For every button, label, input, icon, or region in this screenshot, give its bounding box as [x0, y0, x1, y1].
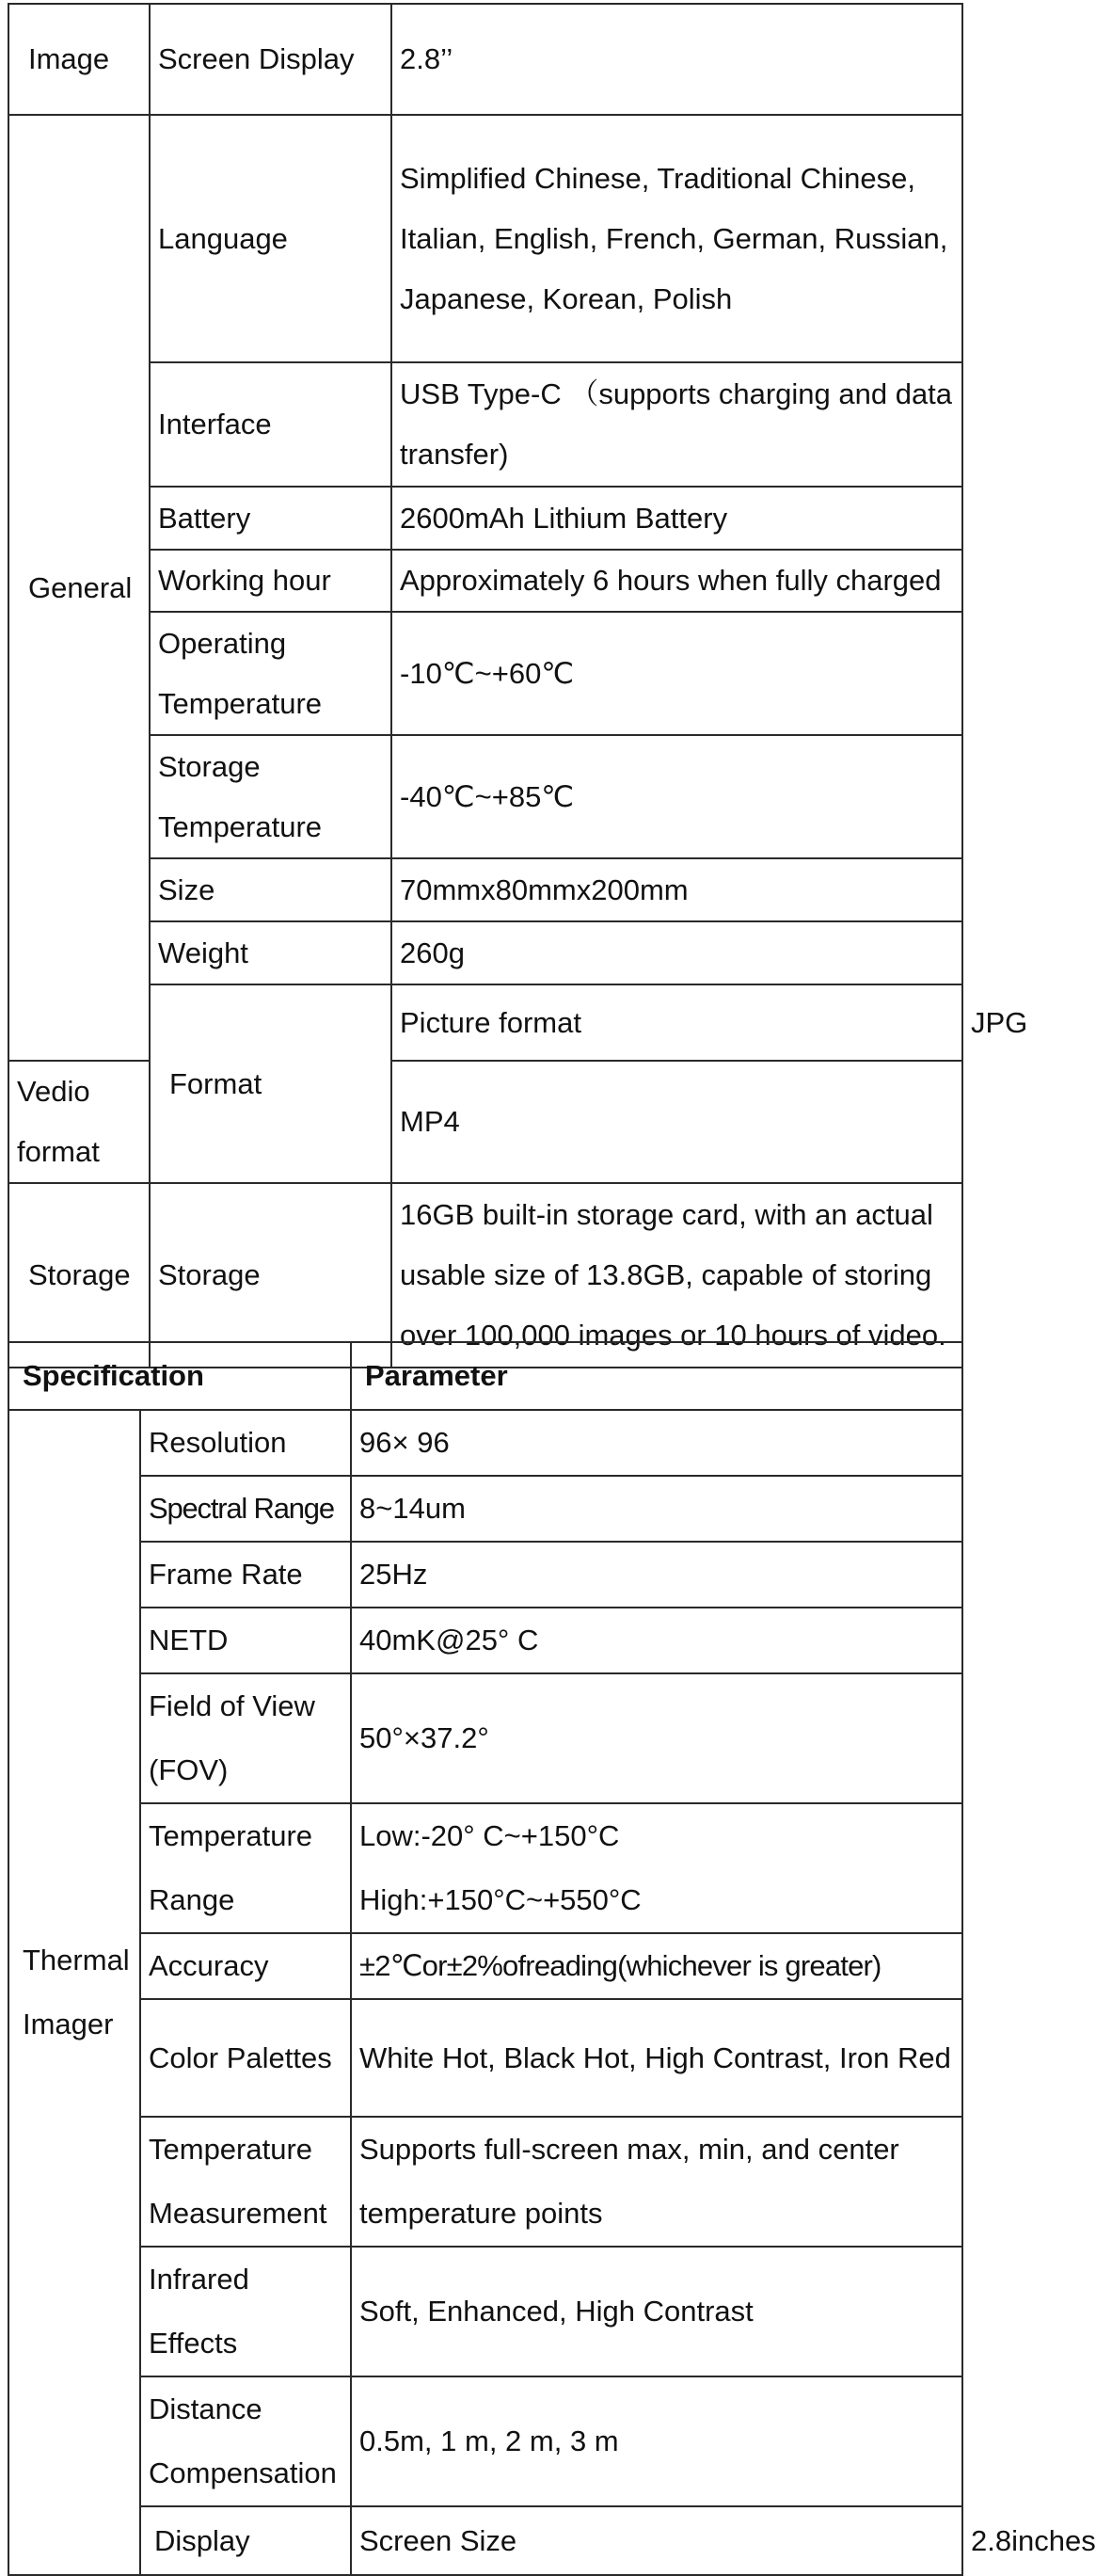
row-label-battery: Battery — [150, 487, 391, 550]
table-row — [8, 550, 962, 612]
row-value-distance-compensation: 0.5m, 1 m, 2 m, 3 m — [351, 2376, 962, 2506]
row-value-field-of-view: 50°×37.2° — [351, 1673, 962, 1803]
table-row — [8, 2117, 962, 2247]
table-row — [8, 1410, 962, 1476]
row-value-weight: 260g — [391, 921, 962, 984]
table-row — [8, 115, 962, 362]
row-value-spectral-range: 8~14um — [351, 1476, 962, 1542]
table-row: Format Picture format JPG — [8, 984, 962, 1061]
row-value-netd: 40mK@25° C — [351, 1608, 962, 1673]
thermal-label-line2: Imager — [23, 2008, 114, 2040]
group-cell-storage: Storage — [8, 1183, 150, 1368]
column-header-specification: Specification — [8, 1342, 351, 1410]
table-header-row — [8, 1342, 962, 1410]
table-row — [8, 2247, 962, 2376]
row-label-screen-size: Screen Size — [351, 2506, 962, 2575]
group-cell-general: General — [8, 115, 150, 1061]
row-label-temperature-measurement: Temperature Measurement — [140, 2117, 351, 2247]
table-row — [8, 1183, 962, 1368]
table-row — [8, 1933, 962, 1999]
row-value-language: Simplified Chinese, Traditional Chinese, Italian, English, French, German, Russian, Japanese, Korean, Polish — [391, 115, 962, 362]
row-value-video-format: MP4 — [391, 1061, 962, 1183]
spec-table-thermal — [8, 1341, 1096, 2576]
table-row — [8, 2376, 962, 2506]
table-row — [8, 858, 962, 921]
row-value-frame-rate: 25Hz — [351, 1542, 962, 1608]
row-label-interface: Interface — [150, 362, 391, 487]
row-label-infrared-effects: Infrared Effects — [140, 2247, 351, 2376]
temperature-range-low: Low:-20° C~+150°C — [359, 1819, 620, 1852]
thermal-label-line1: Thermal — [23, 1944, 130, 1976]
row-value-storage: 16GB built-in storage card, with an actual usable size of 13.8GB, capable of storing over 100,000 images or 10 hours of video. — [391, 1183, 962, 1368]
group-cell-thermal-imager — [8, 1410, 140, 2575]
table-row — [8, 4, 962, 115]
table-row — [8, 1803, 962, 1933]
row-label-language: Language — [150, 115, 391, 362]
row-value-size: 70mmx80mmx200mm — [391, 858, 962, 921]
table-row — [8, 487, 962, 550]
group-cell-format: Format — [150, 984, 391, 1183]
row-label-screen-display: Screen Display — [150, 4, 391, 115]
row-value-infrared-effects: Soft, Enhanced, High Contrast — [351, 2247, 962, 2376]
table-row — [8, 612, 962, 735]
row-label-video-format: Vedio format — [8, 1061, 150, 1183]
row-label-distance-compensation: Distance Compensation — [140, 2376, 351, 2506]
row-value-interface: USB Type-C （supports charging and data transfer) — [391, 362, 962, 487]
table-row — [8, 1476, 962, 1542]
table-row — [8, 735, 962, 858]
group-cell-display: Display — [140, 2506, 351, 2575]
row-label-field-of-view: Field of View (FOV) — [140, 1673, 351, 1803]
row-label-color-palettes: Color Palettes — [140, 1999, 351, 2117]
table-row — [8, 362, 962, 487]
row-label-spectral-range: Spectral Range — [140, 1476, 351, 1542]
row-label-working-hour: Working hour — [150, 550, 391, 612]
row-label-netd: NETD — [140, 1608, 351, 1673]
row-value-temperature-range — [351, 1803, 962, 1933]
row-value-operating-temperature: -10℃~+60℃ — [391, 612, 962, 735]
row-value-storage-temperature: -40℃~+85℃ — [391, 735, 962, 858]
row-label-size: Size — [150, 858, 391, 921]
table-row — [8, 1608, 962, 1673]
row-label-picture-format: Picture format — [391, 984, 962, 1061]
row-value-screen-display: 2.8’’ — [391, 4, 962, 115]
row-label-operating-temperature: Operating Temperature — [150, 612, 391, 735]
row-value-color-palettes: White Hot, Black Hot, High Contrast, Iron Red — [351, 1999, 962, 2117]
table-row — [8, 921, 962, 984]
group-cell-image: Image — [8, 4, 150, 115]
table-row — [8, 1673, 962, 1803]
row-label-temperature-range: Temperature Range — [140, 1803, 351, 1933]
spec-table-general — [8, 3, 1028, 1368]
temperature-range-high: High:+150°C~+550°C — [359, 1883, 642, 1916]
row-label-accuracy: Accuracy — [140, 1933, 351, 1999]
row-label-storage: Storage — [150, 1183, 391, 1368]
row-value-accuracy: ±2℃or±2%ofreading(whichever is greater) — [351, 1933, 962, 1999]
table-row: Display Screen Size 2.8inches — [8, 2506, 962, 2575]
column-header-parameter: Parameter — [351, 1342, 962, 1410]
table-row — [8, 1999, 962, 2117]
row-label-weight: Weight — [150, 921, 391, 984]
row-value-resolution: 96× 96 — [351, 1410, 962, 1476]
row-label-frame-rate: Frame Rate — [140, 1542, 351, 1608]
row-label-resolution: Resolution — [140, 1410, 351, 1476]
table-row — [8, 1542, 962, 1608]
row-value-temperature-measurement: Supports full-screen max, min, and center temperature points — [351, 2117, 962, 2247]
row-label-storage-temperature: Storage Temperature — [150, 735, 391, 858]
row-value-battery: 2600mAh Lithium Battery — [391, 487, 962, 550]
row-value-working-hour: Approximately 6 hours when fully charged — [391, 550, 962, 612]
